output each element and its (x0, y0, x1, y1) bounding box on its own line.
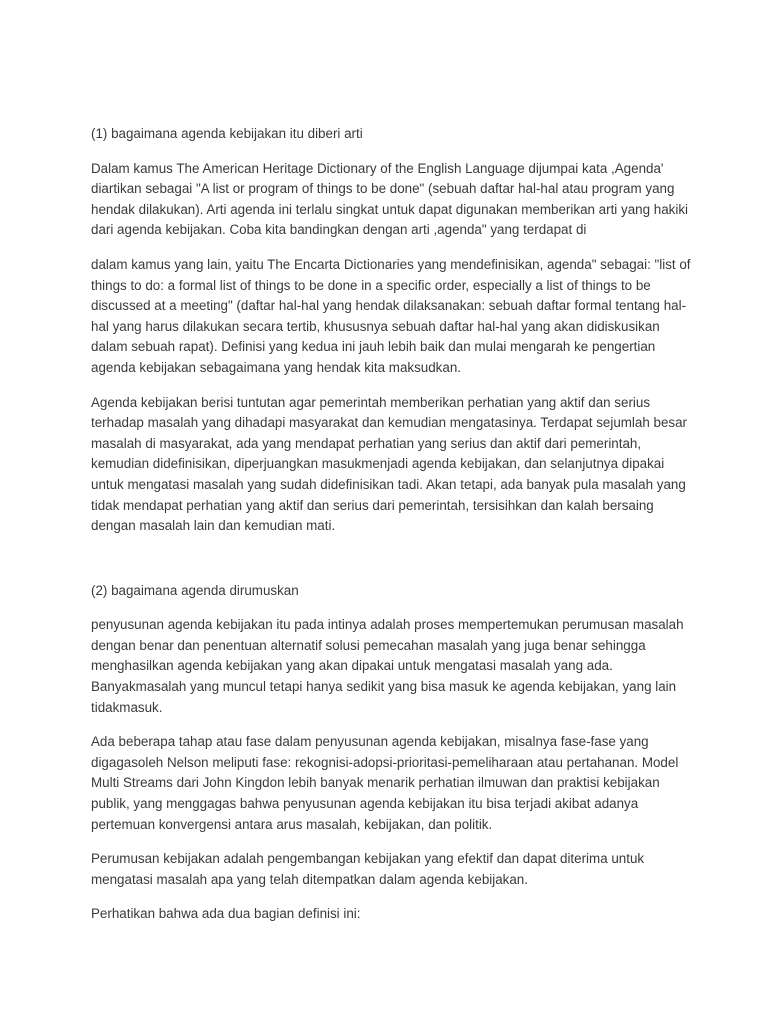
paragraph-encarta: dalam kamus yang lain, yaitu The Encarta Dictionaries yang mendefinisikan, agenda" sebagai: "list of things to do: a formal list of things to be done in a specific order, especially a list of things to be discussed at a meeting" (daftar hal-hal yang hendak dilaksanakan: sebuah daftar formal tentang hal-hal yang harus dilakukan secara tertib, khususnya sebuah daftar hal-hal yang akan didiskusikan dalam sebuah rapat). Definisi yang kedua ini jauh lebih baik dan mulai mengarah ke pengertian agenda kebijakan sebagaimana yang hendak kita maksudkan. (91, 256, 691, 375)
paragraph-perumusan-kebijakan: Perumusan kebijakan adalah pengembangan kebijakan yang efektif dan dapat diterima untuk mengatasi masalah apa yang telah ditempatkan dalam agenda kebijakan. (91, 851, 645, 887)
paragraph-tahap-fase: Ada beberapa tahap atau fase dalam penyusunan agenda kebijakan, misalnya fase-fase yang digagasoleh Nelson meliputi fase: rekognisi-adopsi-prioritasi-pemeliharaan atau pertahanan. Model Multi Streams dari John Kingdon lebih banyak menarik perhatian ilmuwan dan praktisi kebijakan publik, yang menggagas bahwa penyusunan agenda kebijakan itu bisa terjadi akibat adanya pertemuan konvergensi antara arus masalah, kebijakan, dan politik. (91, 734, 679, 832)
paragraph-penyusunan-agenda: penyusunan agenda kebijakan itu pada intinya adalah proses mempertemukan perumusan masalah dengan benar dan penentuan alternatif solusi pemecahan masalah yang juga benar sehingga menghasilkan agenda kebijakan yang akan dipakai untuk mengatasi masalah yang ada. Banyakmasalah yang muncul tetapi hanya sedikit yang bisa masuk ke agenda kebijakan, yang lain tidakmasuk. (91, 617, 684, 715)
paragraph-american-heritage: Dalam kamus The American Heritage Dictionary of the English Language dijumpai kata ,Agenda' diartikan sebagai "A list or program of things to be done" (sebuah daftar hal-hal atau program yang hendak dilakukan). Arti agenda ini terlalu singkat untuk dapat digunakan memberikan arti yang hakiki dari agenda kebijakan. Coba kita bandingkan dengan arti ,agenda" yang terdapat di (91, 160, 688, 238)
section-heading-1: (1) bagaimana agenda kebijakan itu diberi arti (91, 126, 363, 141)
paragraph-dua-bagian: Perhatikan bahwa ada dua bagian definisi ini: (91, 906, 361, 922)
paragraph-agenda-kebijakan: Agenda kebijakan berisi tuntutan agar pemerintah memberikan perhatian yang aktif dan serius terhadap masalah yang dihadapi masyarakat dan kemudian mengatasinya. Terdapat sejumlah besar masalah di masyarakat, ada yang mendapat perhatian yang serius dan aktif dari pemerintah, kemudian didefinisikan, diperjuangkan masukmenjadi agenda kebijakan, dan selanjutnya dipakai untuk mengatasi masalah yang sudah didefinisikan tadi. Akan tetapi, ada banyak pula masalah yang tidak mendapat perhatian yang aktif dan serius dari pemerintah, tersisihkan dan kalah bersaing dengan masalah lain dan kemudian mati. (91, 394, 688, 534)
section-heading-2: (2) bagaimana agenda dirumuskan (91, 582, 299, 598)
